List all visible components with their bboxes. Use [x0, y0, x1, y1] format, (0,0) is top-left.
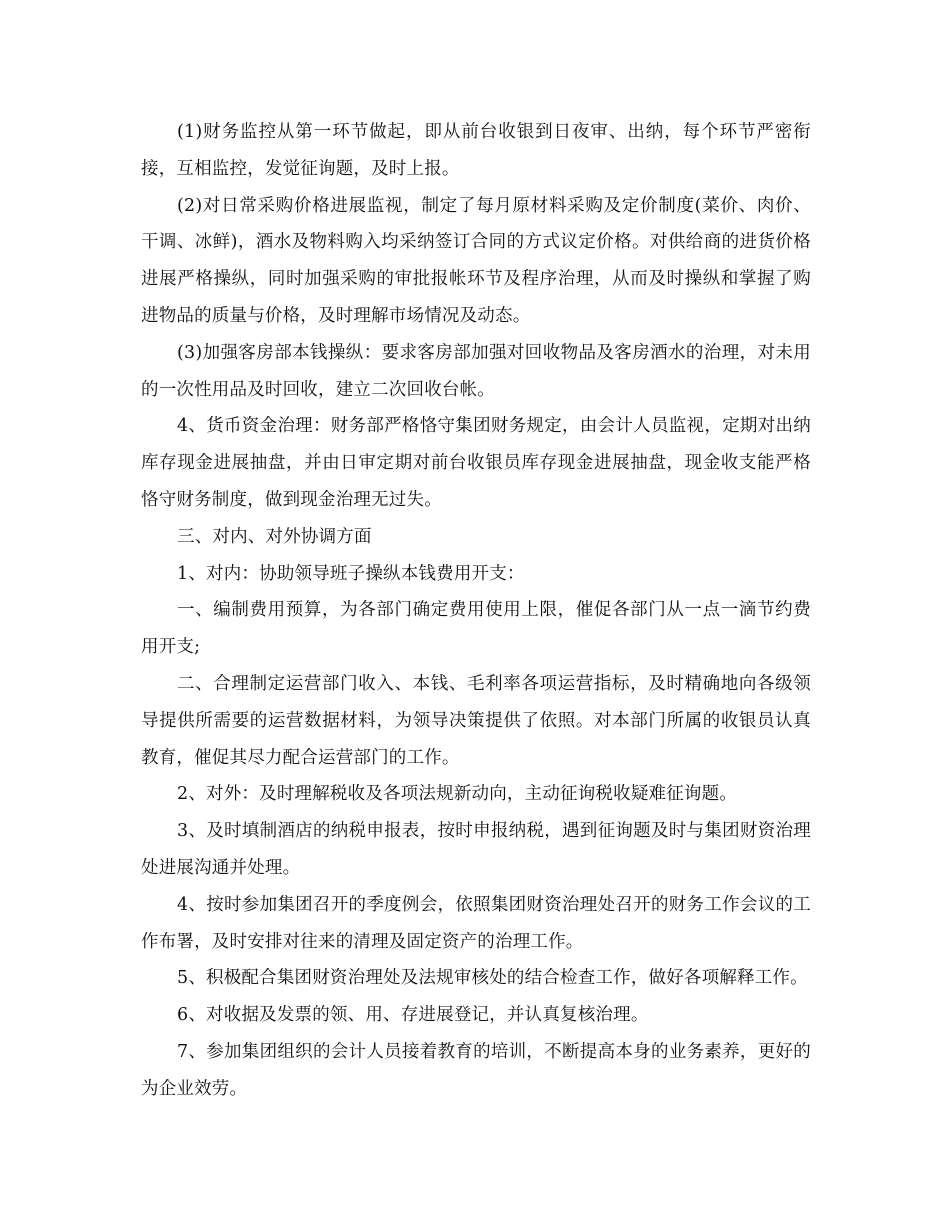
paragraph-cash-management: 4、货币资金治理：财务部严格恪守集团财务规定，由会计人员监视，定期对出纳库存现金进展抽盘，并由日审定期对前台收银员库存现金进展抽盘，现金收支能严格恪守财务制度，做到现金治理无过失。	[141, 416, 811, 510]
paragraph-budget-preparation: 一、编制费用预算，为各部门确定费用使用上限，催促各部门从一点一滴节约费用开支;	[141, 600, 811, 658]
paragraph-purchase-price-supervision: (2)对日常采购价格进展监视，制定了每月原材料采购及定价制度(菜价、肉价、干调、冰鲜)，酒水及物料购入均采纳签订合同的方式议定价格。对供给商的进货价格进展严格操纵，同时加强采购的审批报帐环节及程序治理，从而及时操纵和掌握了购进物品的质量与价格，及时理解市场情况及动态。	[141, 195, 811, 326]
paragraph-tax-filing: 3、及时填制酒店的纳税申报表，按时申报纳税，遇到征询题及时与集团财资治理处进展沟通并处理。	[141, 821, 811, 878]
section-heading-coordination: 三、对内、对外协调方面	[177, 526, 372, 547]
paragraph-joint-inspection: 5、积极配合集团财资治理处及法规审核处的结合检查工作，做好各项解释工作。	[177, 968, 808, 989]
paragraph-receipts-invoices: 6、对收据及发票的领、用、存进展登记，并认真复核治理。	[177, 1005, 649, 1026]
document-body	[141, 114, 811, 1108]
paragraph-housekeeping-cost-control: (3)加强客房部本钱操纵：要求客房部加强对回收物品及客房酒水的治理，对未用的一次性用品及时回收，建立二次回收台帐。	[141, 342, 811, 400]
paragraph-external-coordination: 2、对外：及时理解税收及各项法规新动向，主动征询税收疑难征询题。	[177, 784, 738, 805]
paragraph-continuing-education: 7、参加集团组织的会计人员接着教育的培训，不断提高本身的业务素养，更好的为企业效劳。	[141, 1041, 811, 1099]
paragraph-financial-monitoring: (1)财务监控从第一环节做起，即从前台收银到日夜审、出纳，每个环节严密衔接，互相监控，发觉征询题，及时上报。	[141, 122, 811, 179]
paragraph-operating-indicators: 二、合理制定运营部门收入、本钱、毛利率各项运营指标，及时精确地向各级领导提供所需要的运营数据材料，为领导决策提供了依照。对本部门所属的收银员认真教育，催促其尽力配合运营部门的工作。	[141, 673, 811, 768]
paragraph-internal-coordination: 1、对内：协助领导班子操纵本钱费用开支：	[177, 563, 525, 584]
paragraph-quarterly-meetings: 4、按时参加集团召开的季度例会，依照集团财资治理处召开的财务工作会议的工作布署，及时安排对往来的清理及固定资产的治理工作。	[141, 894, 811, 952]
